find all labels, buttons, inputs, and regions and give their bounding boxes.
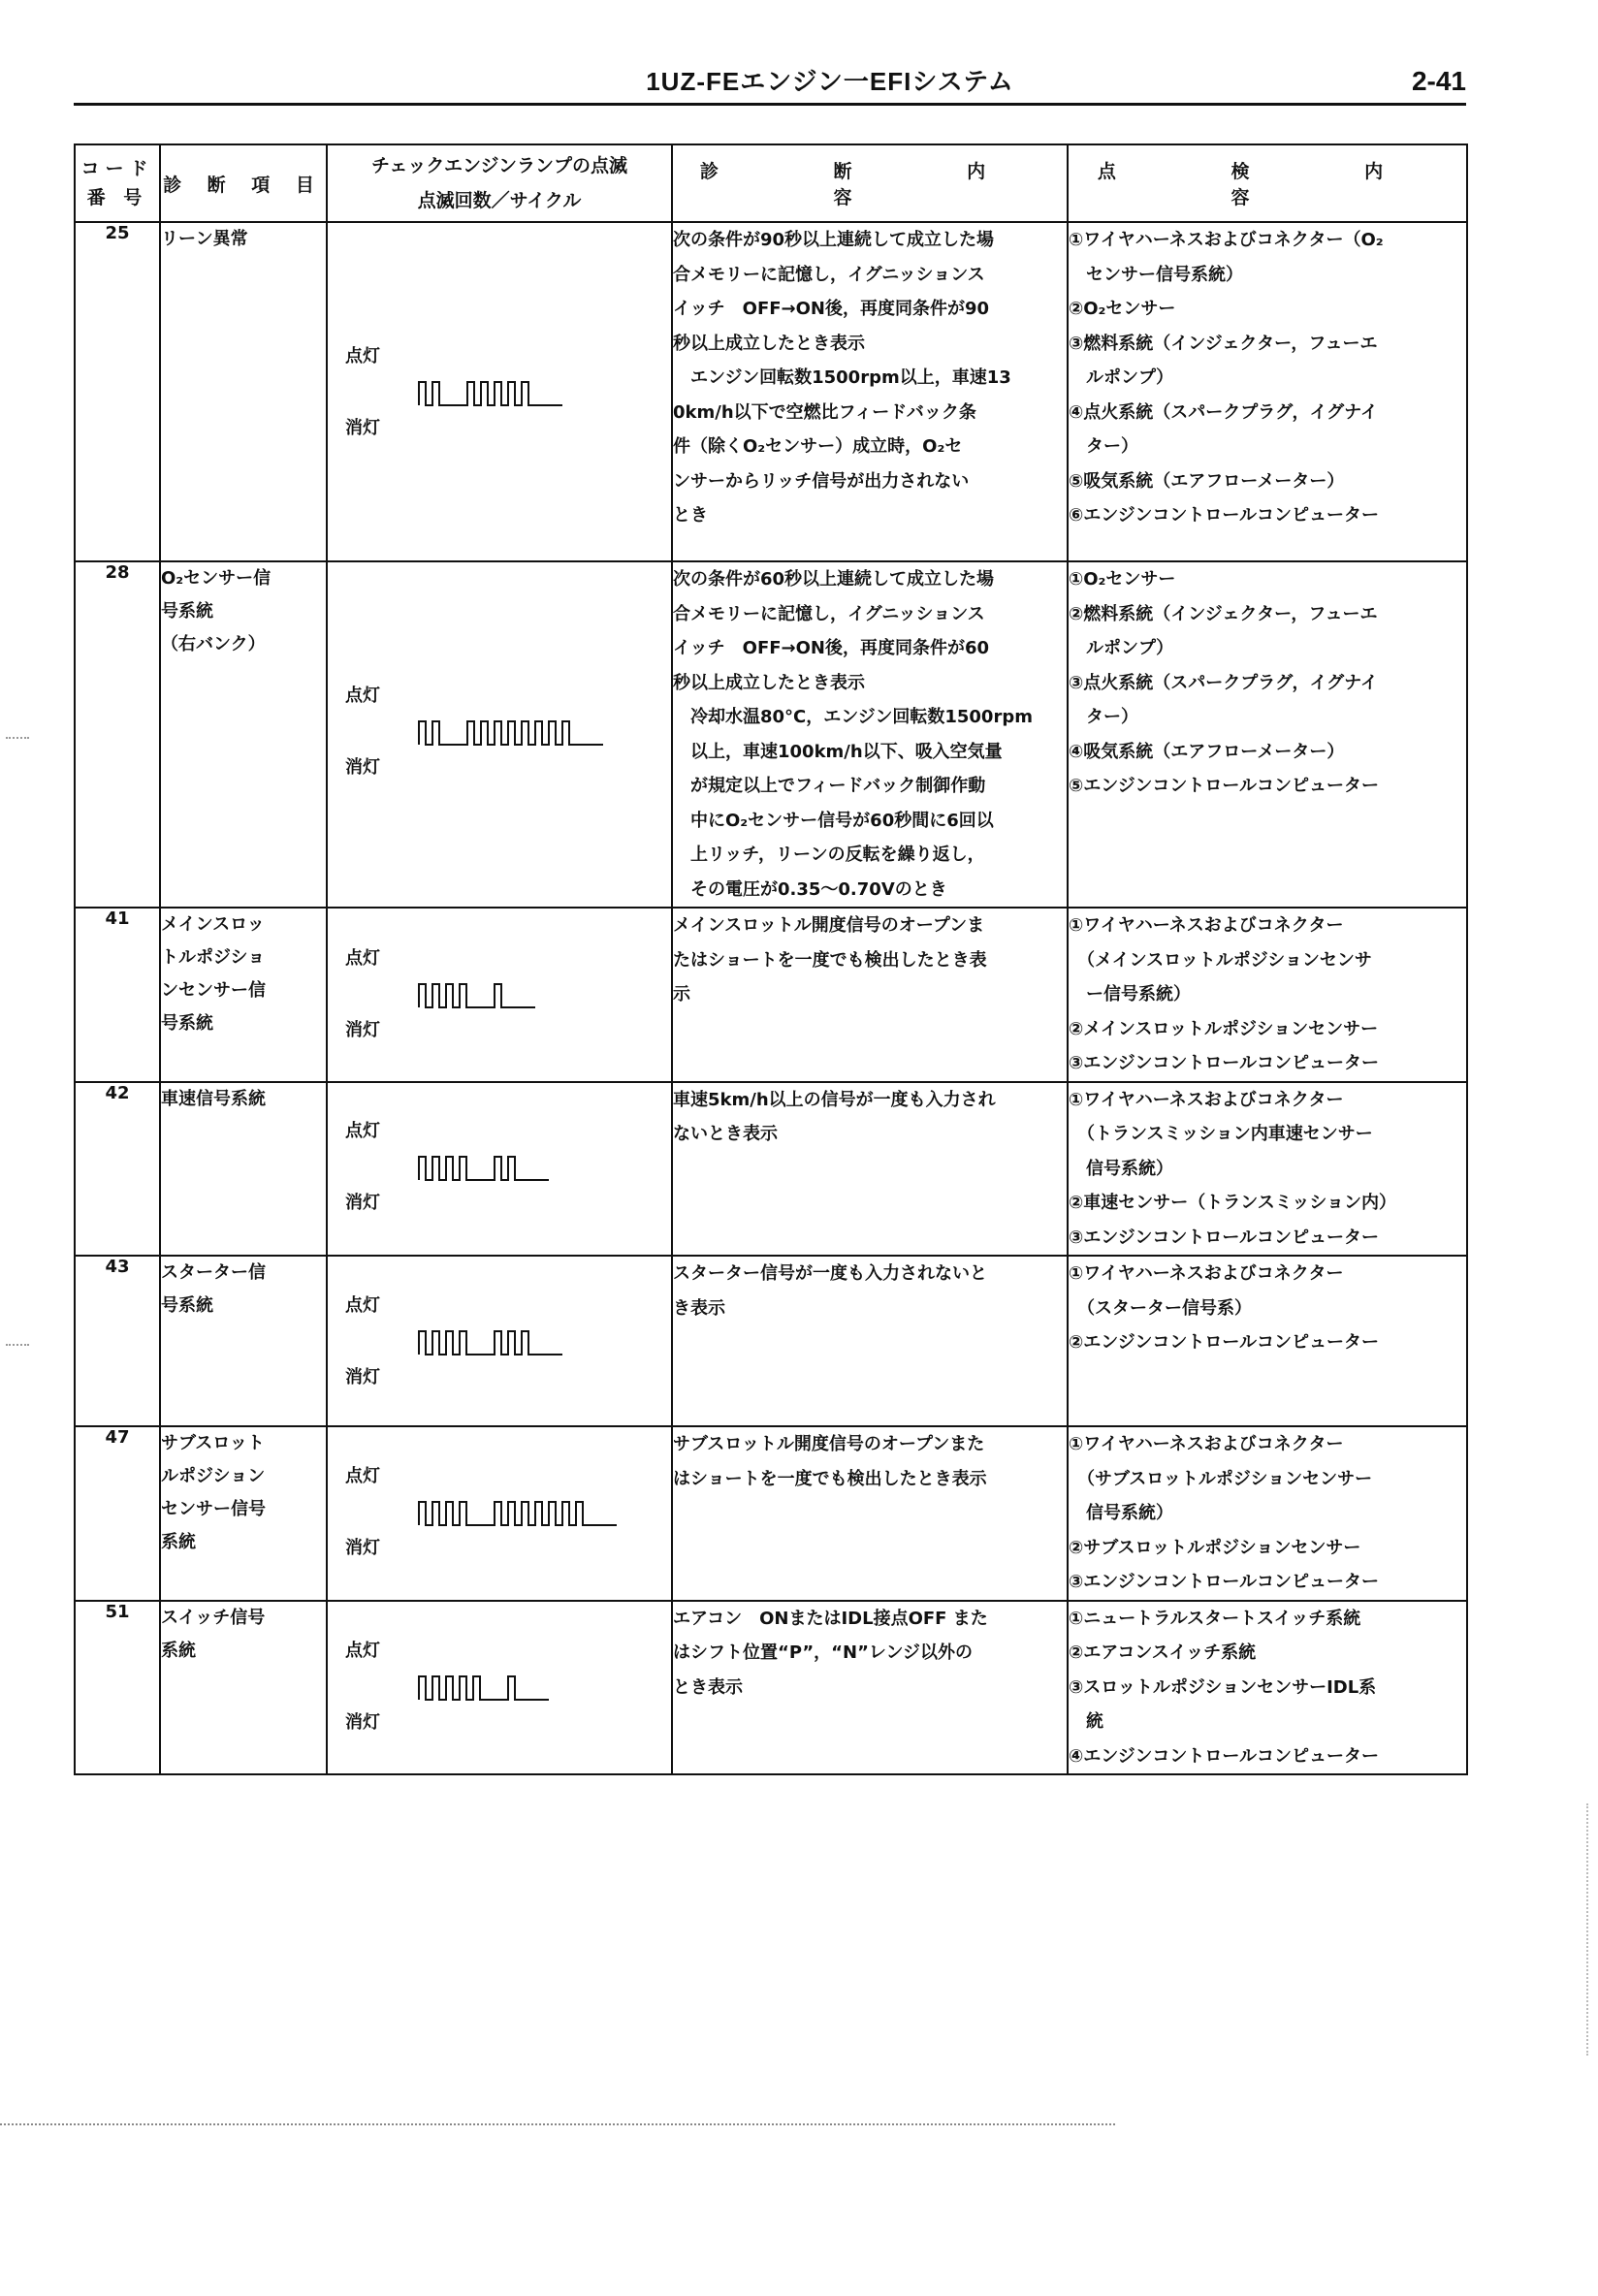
table-row <box>75 561 1467 908</box>
diagnosis-item-line: 系統 <box>161 1640 196 1661</box>
lamp-off-label: 消灯 <box>345 1711 380 1733</box>
condition-line: 合メモリーに記憶し，イグニッションス <box>673 264 985 285</box>
condition-line: 中にO₂センサー信号が60秒間に6回以 <box>673 810 994 831</box>
lamp-on-label: 点灯 <box>345 948 380 969</box>
lamp-pattern-cell <box>327 561 672 908</box>
condition-line: 合メモリーに記憶し，イグニッションス <box>673 603 985 624</box>
code-cell: 41 <box>75 908 160 1082</box>
inspection-item-line: ④点火系統（スパークプラグ，イグナイ <box>1069 401 1378 423</box>
condition-line: たはショートを一度でも検出したとき表 <box>673 949 987 971</box>
diagnosis-item-cell <box>160 908 327 1082</box>
header-code-line: 番 号 <box>86 187 148 208</box>
blink-waveform <box>417 1328 566 1357</box>
condition-line: はシフト位置“P”，“N”レンジ以外の <box>673 1642 974 1663</box>
table-row <box>75 1601 1467 1775</box>
inspection-item-line: ②エアコンスイッチ系統 <box>1069 1642 1257 1663</box>
inspection-item-line: ③スロットルポジションセンサーIDL系 <box>1069 1676 1377 1698</box>
inspection-item-line: センサー信号系統） <box>1069 264 1243 285</box>
diagnosis-item-line: スイッチ信号 <box>161 1607 266 1628</box>
inspection-item-line: 統 <box>1069 1711 1103 1732</box>
diagnosis-item-cell <box>160 222 327 561</box>
table-row <box>75 1426 1467 1601</box>
blink-waveform-line <box>419 721 603 745</box>
diagnosis-item-cell <box>160 561 327 908</box>
table-body <box>75 222 1467 1774</box>
table-row <box>75 908 1467 1082</box>
inspection-item-line: ルポンプ） <box>1069 638 1174 658</box>
diagnosis-condition-cell <box>672 1082 1068 1257</box>
diagnosis-item-line: 車速信号系統 <box>161 1088 266 1109</box>
inspection-item-line: （トランスミッション内車速センサー <box>1069 1124 1373 1144</box>
diagnosis-item-line: トルポジショ <box>161 947 266 968</box>
diagnosis-item-line: リーン異常 <box>161 229 248 249</box>
inspection-item-line: ③エンジンコントロールコンピューター <box>1069 1227 1379 1248</box>
condition-line: とき <box>673 505 708 526</box>
diagnosis-condition-cell <box>672 1256 1068 1426</box>
scan-mark <box>6 1344 29 1355</box>
condition-line: とき表示 <box>673 1676 743 1698</box>
condition-line: その電圧が0.35〜0.70Vのとき <box>673 878 947 900</box>
blink-waveform-line <box>419 1157 549 1180</box>
code-cell: 43 <box>75 1256 160 1426</box>
condition-line: エンジン回転数1500rpm以上，車速13 <box>673 367 1011 388</box>
header-lamp-line: 点滅回数／サイクル <box>417 190 582 211</box>
inspection-item-line: ①ワイヤハーネスおよびコネクター <box>1069 1434 1344 1454</box>
table-row <box>75 222 1467 561</box>
blink-waveform <box>417 1674 553 1703</box>
header-code <box>75 144 160 222</box>
lamp-on-label: 点灯 <box>345 346 380 367</box>
condition-line: スターター信号が一度も入力されないと <box>673 1263 987 1284</box>
inspection-items-cell <box>1068 908 1467 1082</box>
condition-line: 上リッチ，リーンの反転を繰り返し， <box>673 845 985 865</box>
condition-line: 冷却水温80°C，エンジン回転数1500rpm <box>673 707 1033 727</box>
lamp-pattern-cell <box>327 222 672 561</box>
lamp-pattern-cell <box>327 1426 672 1601</box>
header-rule <box>74 103 1466 106</box>
condition-line: サブスロットル開度信号のオープンまた <box>673 1434 985 1454</box>
code-cell: 47 <box>75 1426 160 1601</box>
inspection-items-cell <box>1068 222 1467 561</box>
inspection-item-line: ①ワイヤハーネスおよびコネクター <box>1069 1089 1344 1110</box>
inspection-item-line: ②燃料系統（インジェクター，フューエ <box>1069 603 1378 624</box>
diagnosis-item-line: サブスロット <box>161 1433 265 1453</box>
diagnosis-condition-cell <box>672 1601 1068 1775</box>
diagnosis-item-line: ンセンサー信 <box>161 980 266 1001</box>
inspection-item-line: ①ワイヤハーネスおよびコネクター（O₂ <box>1069 230 1384 250</box>
inspection-item-line: ②メインスロットルポジションセンサー <box>1069 1018 1379 1039</box>
lamp-off-label: 消灯 <box>345 418 380 438</box>
code-cell: 51 <box>75 1601 160 1775</box>
page-header <box>74 58 1466 105</box>
inspection-item-line: ④吸気系統（エアフローメーター） <box>1069 741 1345 762</box>
inspection-item-line: 信号系統） <box>1069 1158 1173 1179</box>
inspection-item-line: ①ワイヤハーネスおよびコネクター <box>1069 915 1344 936</box>
inspection-item-line: ③燃料系統（インジェクター，フューエ <box>1069 333 1378 354</box>
blink-waveform-line <box>419 1331 562 1355</box>
diagnosis-item-cell <box>160 1256 327 1426</box>
table-row <box>75 1256 1467 1426</box>
header-lamp-line: チェックエンジンランプの点滅 <box>370 155 628 176</box>
inspection-item-line: （メインスロットルポジションセンサ <box>1069 949 1372 971</box>
lamp-pattern-cell <box>327 1601 672 1775</box>
inspection-item-line: ④エンジンコントロールコンピューター <box>1069 1745 1379 1767</box>
blink-waveform <box>417 1154 553 1183</box>
header-title: 1UZ-FEエンジン一EFIシステム <box>646 67 1014 96</box>
diagnosis-item-line: スターター信 <box>161 1262 266 1283</box>
lamp-off-label: 消灯 <box>345 1367 380 1387</box>
inspection-item-line: 信号系統） <box>1069 1503 1173 1523</box>
diagnostic-code-table <box>74 144 1468 1775</box>
condition-line: が規定以上でフィードバック制御作動 <box>673 776 986 796</box>
inspection-item-line: （サブスロットルポジションセンサー <box>1069 1468 1373 1489</box>
code-cell: 28 <box>75 561 160 908</box>
inspection-item-line: ②サブスロットルポジションセンサー <box>1069 1537 1361 1558</box>
blink-waveform-line <box>419 1676 549 1700</box>
inspection-item-line: ③エンジンコントロールコンピューター <box>1069 1572 1379 1592</box>
condition-line: イッチ OFF→ON後，再度同条件が60 <box>673 638 990 658</box>
lamp-off-label: 消灯 <box>345 1538 380 1558</box>
condition-line: ないとき表示 <box>673 1124 778 1144</box>
inspection-item-line: ③点火系統（スパークプラグ，イグナイ <box>1069 672 1378 693</box>
condition-line: 秒以上成立したとき表示 <box>673 333 865 354</box>
condition-line: イッチ OFF→ON後，再度同条件が90 <box>673 299 990 319</box>
condition-line: エアコン ONまたはIDL接点OFF また <box>673 1608 988 1629</box>
diagnosis-condition-cell <box>672 908 1068 1082</box>
header-condition: 診 断 内 容 <box>672 144 1068 222</box>
diagnosis-item-cell <box>160 1426 327 1601</box>
diagnosis-item-cell <box>160 1082 327 1257</box>
condition-line: き表示 <box>673 1297 725 1319</box>
condition-line: 秒以上成立したとき表示 <box>673 672 865 693</box>
inspection-item-line: ②エンジンコントロールコンピューター <box>1069 1332 1379 1353</box>
diagnosis-item-line: 号系統 <box>161 601 213 622</box>
lamp-off-label: 消灯 <box>345 757 380 778</box>
header-item: 診 断 項 目 <box>160 144 327 222</box>
diagnosis-item-line: 号系統 <box>161 1295 213 1316</box>
inspection-item-line: ①O₂センサー <box>1069 569 1176 590</box>
edge-dotted-line <box>1586 1803 1588 2056</box>
table-row <box>75 1082 1467 1257</box>
header-code-line: コード <box>80 158 154 179</box>
diagnosis-condition-cell <box>672 222 1068 561</box>
blink-waveform-line <box>419 382 562 405</box>
condition-line: 以上，車速100km/h以下、吸入空気量 <box>673 741 1003 762</box>
lamp-pattern-cell <box>327 908 672 1082</box>
inspection-items-cell <box>1068 1426 1467 1601</box>
lamp-on-label: 点灯 <box>345 1466 380 1486</box>
inspection-item-line: （スターター信号系） <box>1069 1297 1252 1319</box>
inspection-item-line: ⑤エンジンコントロールコンピューター <box>1069 776 1379 796</box>
inspection-item-line: ⑤吸気系統（エアフローメーター） <box>1069 470 1345 492</box>
diagnosis-item-cell <box>160 1601 327 1775</box>
inspection-item-line: ①ワイヤハーネスおよびコネクター <box>1069 1263 1344 1284</box>
inspection-items-cell <box>1068 1601 1467 1775</box>
inspection-item-line: ルポンプ） <box>1069 367 1174 388</box>
condition-line: 次の条件が60秒以上連続して成立した場 <box>673 569 995 590</box>
scan-mark <box>6 737 29 749</box>
inspection-item-line: ②車速センサー（トランスミッション内） <box>1069 1193 1396 1213</box>
inspection-items-cell <box>1068 1082 1467 1257</box>
blink-waveform-line <box>419 1502 617 1525</box>
condition-line: はショートを一度でも検出したとき表示 <box>673 1468 987 1489</box>
lamp-on-label: 点灯 <box>345 1640 380 1661</box>
lamp-pattern-cell <box>327 1256 672 1426</box>
header-lamp <box>327 144 672 222</box>
inspection-item-line: ①ニュートラルスタートスイッチ系統 <box>1069 1608 1361 1629</box>
code-cell: 25 <box>75 222 160 561</box>
diagnosis-condition-cell <box>672 561 1068 908</box>
page-number: 2-41 <box>1411 66 1466 96</box>
diagnosis-item-line: センサー信号 <box>161 1499 266 1519</box>
inspection-items-cell <box>1068 561 1467 908</box>
lamp-off-label: 消灯 <box>345 1020 380 1040</box>
condition-line: ンサーからリッチ信号が出力されない <box>673 470 970 492</box>
blink-waveform-line <box>419 984 535 1007</box>
inspection-items-cell <box>1068 1256 1467 1426</box>
lamp-pattern-cell <box>327 1082 672 1257</box>
diagnosis-item-line: ルポジション <box>161 1466 266 1486</box>
inspection-item-line: ター） <box>1069 707 1138 727</box>
blink-waveform <box>417 981 539 1010</box>
blink-waveform <box>417 379 566 408</box>
diagnosis-item-line: （右バンク） <box>161 634 266 654</box>
lamp-on-label: 点灯 <box>345 1120 380 1141</box>
condition-line: 車速5km/h以上の信号が一度も入力され <box>673 1089 996 1110</box>
inspection-item-line: ー信号系統） <box>1069 984 1191 1004</box>
bottom-dotted-line <box>0 2123 1115 2125</box>
header-check: 点 検 内 容 <box>1068 144 1467 222</box>
condition-line: 次の条件が90秒以上連続して成立した場 <box>673 230 995 250</box>
code-cell: 42 <box>75 1082 160 1257</box>
diagnosis-condition-cell <box>672 1426 1068 1601</box>
diagnosis-item-line: O₂センサー信 <box>161 568 272 589</box>
inspection-item-line: ⑥エンジンコントロールコンピューター <box>1069 505 1379 526</box>
lamp-on-label: 点灯 <box>345 686 380 706</box>
diagnosis-item-line: メインスロッ <box>161 914 265 935</box>
condition-line: 件（除くO₂センサー）成立時，O₂セ <box>673 436 963 457</box>
lamp-on-label: 点灯 <box>345 1295 380 1316</box>
inspection-item-line: ②O₂センサー <box>1069 299 1176 319</box>
condition-line: メインスロットル開度信号のオープンま <box>673 915 985 936</box>
inspection-item-line: ター） <box>1069 436 1138 457</box>
condition-line: 示 <box>673 984 690 1004</box>
lamp-off-label: 消灯 <box>345 1192 380 1213</box>
inspection-item-line: ③エンジンコントロールコンピューター <box>1069 1053 1379 1073</box>
table-header-row <box>75 144 1467 222</box>
condition-line: 0km/h以下で空燃比フィードバック条 <box>673 401 976 423</box>
blink-waveform <box>417 1499 621 1528</box>
diagnosis-item-line: 系統 <box>161 1532 196 1552</box>
blink-waveform <box>417 718 607 748</box>
diagnosis-item-line: 号系統 <box>161 1013 213 1034</box>
